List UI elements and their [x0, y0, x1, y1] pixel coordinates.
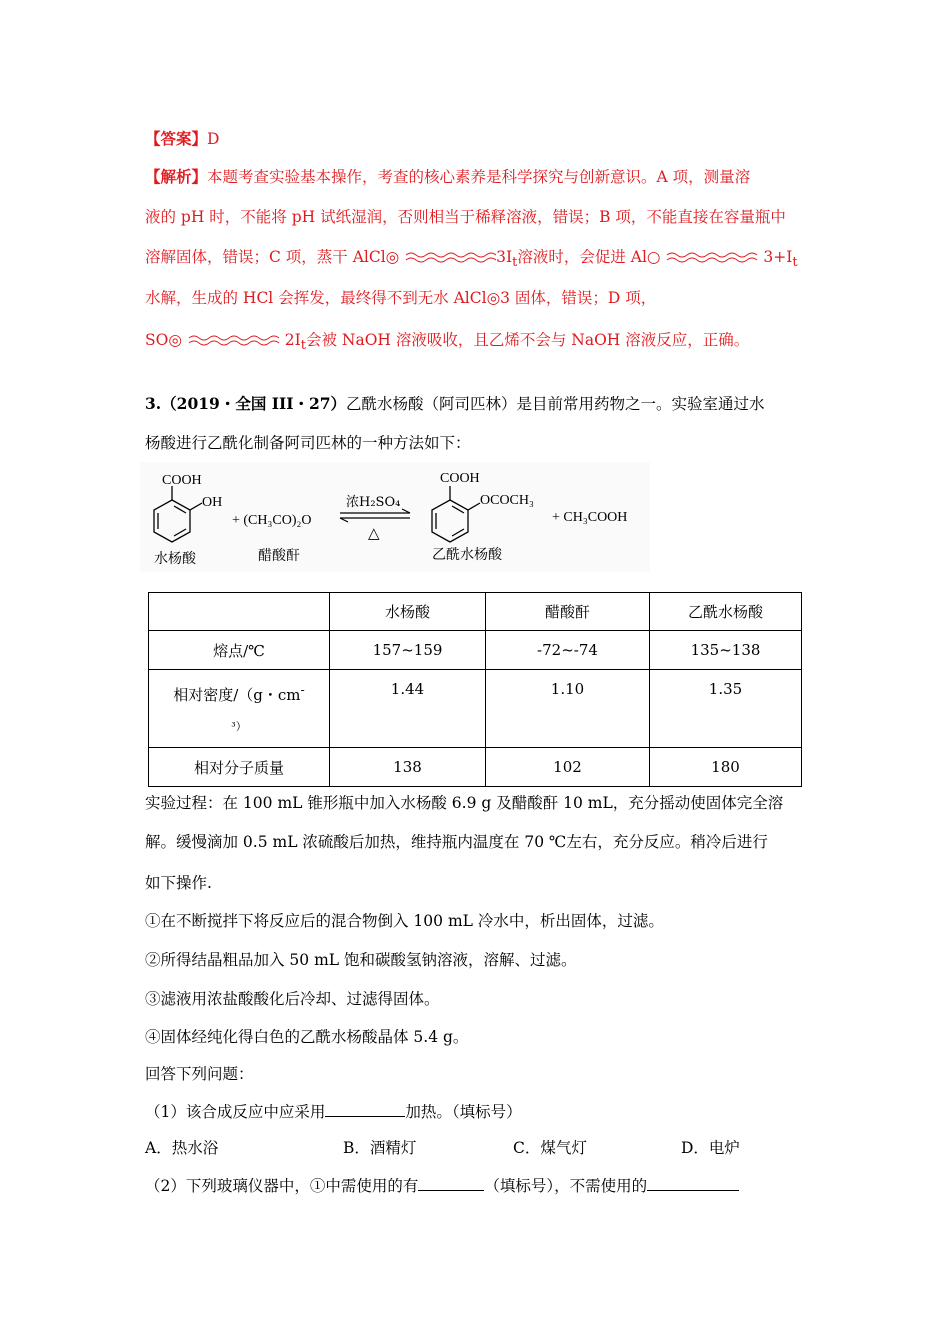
- procedure-line: 实验过程：在 100 mL 锥形瓶中加入水杨酸 6.9 g 及醋酸酐 10 mL，充分摇动使固体完全溶: [145, 794, 784, 812]
- table-header-cell: [149, 593, 330, 631]
- table-header-row: [149, 593, 802, 631]
- question-2-prefix: （2）下列玻璃仪器中，①中需使用的有: [145, 1177, 419, 1195]
- reactant2-name: 醋酸酐: [258, 548, 300, 564]
- analysis-text: 3+I: [763, 248, 793, 266]
- analysis-text: 2I: [284, 331, 301, 349]
- question-number: 3.（2019・全国 III・27）: [145, 394, 347, 413]
- question-2: [145, 1174, 739, 1197]
- product-name: 乙酰水杨酸: [432, 547, 502, 563]
- table-cell: 138: [330, 748, 486, 787]
- answer-blank[interactable]: [647, 1174, 739, 1191]
- answer-value: D: [207, 130, 220, 148]
- option-b[interactable]: B．酒精灯: [343, 1139, 417, 1157]
- product-group1: COOH: [440, 471, 480, 486]
- questions-intro: 回答下列问题：: [145, 1065, 254, 1083]
- table-cell: -72~-74: [486, 631, 650, 670]
- properties-table: [148, 592, 802, 787]
- table-cell: 1.35: [650, 670, 802, 748]
- table-cell: 相对分子质量: [149, 748, 330, 787]
- wavy-equation-artifact: [187, 333, 285, 349]
- analysis-text: 本题考查实验基本操作，考查的核心素养是科学探究与创新意识。A 项，测量溶: [207, 168, 751, 186]
- analysis-subscript: t: [792, 255, 798, 271]
- table-cell: 1.10: [486, 670, 650, 748]
- analysis-subscript: t: [300, 338, 306, 354]
- table-cell: 180: [650, 748, 802, 787]
- answer-blank[interactable]: [325, 1100, 405, 1117]
- option-a[interactable]: A．热水浴: [145, 1139, 219, 1157]
- table-cell: 1.44: [330, 670, 486, 748]
- table-header-cell: 水杨酸: [330, 593, 486, 631]
- density-label-sup: -: [300, 682, 305, 697]
- table-cell: 102: [486, 748, 650, 787]
- question-line-1: [145, 393, 765, 415]
- analysis-line-4: 水解，生成的 HCl 会挥发，最终得不到无水 AlCl◎3 固体，错误；D 项，: [145, 289, 657, 307]
- wavy-equation-artifact: [404, 250, 496, 266]
- analysis-line-2: 液的 pH 时，不能将 pH 试纸湿润，否则相当于稀释溶液，错误；B 项，不能直接在容量瓶中: [145, 208, 786, 226]
- byproduct: + CH₃COOH: [552, 510, 628, 525]
- option-d[interactable]: D．电炉: [681, 1139, 740, 1157]
- analysis-line-5: [145, 329, 749, 357]
- analysis-text: 会被 NaOH 溶液吸收，且乙烯不会与 NaOH 溶液反应，正确。: [305, 331, 750, 349]
- option-c[interactable]: C．煤气灯: [513, 1139, 587, 1157]
- analysis-label: 【解析】: [145, 167, 208, 186]
- reactant1-group1: COOH: [162, 473, 202, 488]
- procedure-step-2: ②所得结晶粗品加入 50 mL 饱和碳酸氢钠溶液，溶解、过滤。: [145, 951, 577, 969]
- procedure-step-4: ④固体经纯化得白色的乙酰水杨酸晶体 5.4 g。: [145, 1028, 469, 1046]
- product-group2: OCOCH₃: [480, 493, 534, 508]
- table-header-cell: 醋酸酐: [486, 593, 650, 631]
- reactant1-name: 水杨酸: [154, 551, 196, 567]
- reactant1-group2: OH: [202, 495, 223, 510]
- density-label: 相对密度/（g・cm: [173, 686, 301, 704]
- analysis-line-1: [145, 166, 750, 188]
- analysis-text: 3I: [496, 248, 513, 266]
- heat-condition: △: [368, 524, 380, 542]
- reactant2: + (CH₃CO)₂O: [232, 513, 312, 528]
- answer-line: [145, 128, 219, 150]
- analysis-text: 溶液时，会促进 Al○: [517, 248, 661, 266]
- density-label-unit: ³）: [231, 720, 247, 733]
- catalyst-label: 浓H₂SO₄: [346, 495, 401, 510]
- question-1: [145, 1100, 522, 1123]
- question-1-suffix: 加热。（填标号）: [405, 1103, 522, 1121]
- wavy-equation-artifact: [665, 250, 763, 266]
- table-row: [149, 670, 802, 748]
- analysis-text: SO◎: [145, 331, 182, 349]
- analysis-text: 溶解固体，错误；C 项，蒸干 AlCl◎: [145, 248, 400, 266]
- procedure-line: 如下操作.: [145, 874, 212, 892]
- table-cell: 157~159: [330, 631, 486, 670]
- answer-label: 【答案】: [145, 129, 208, 148]
- procedure-step-1: ①在不断搅拌下将反应后的混合物倒入 100 mL 冷水中，析出固体，过滤。: [145, 912, 664, 930]
- procedure-line: 解。缓慢滴加 0.5 mL 浓硫酸后加热，维持瓶内温度在 70 ℃左右，充分反应。稍冷后进行: [145, 833, 768, 851]
- table-row: [149, 631, 802, 670]
- table-cell: 熔点/℃: [149, 631, 330, 670]
- question-1-options: [145, 1137, 740, 1159]
- question-text: 乙酰水杨酸（阿司匹林）是目前常用药物之一。实验室通过水: [346, 395, 765, 413]
- question-1-prefix: （1）该合成反应中应采用: [145, 1103, 326, 1121]
- table-row: [149, 748, 802, 787]
- answer-blank[interactable]: [418, 1174, 484, 1191]
- question-line-2: 杨酸进行乙酰化制备阿司匹林的一种方法如下：: [145, 434, 471, 452]
- analysis-subscript: t: [512, 255, 518, 271]
- reaction-scheme: [140, 462, 650, 572]
- table-cell: 135~138: [650, 631, 802, 670]
- table-header-cell: 乙酰水杨酸: [650, 593, 802, 631]
- procedure-step-3: ③滤液用浓盐酸酸化后冷却、过滤得固体。: [145, 990, 440, 1008]
- question-2-middle: （填标号），不需使用的: [484, 1177, 648, 1195]
- analysis-line-3: [145, 246, 798, 274]
- table-cell: [149, 670, 330, 748]
